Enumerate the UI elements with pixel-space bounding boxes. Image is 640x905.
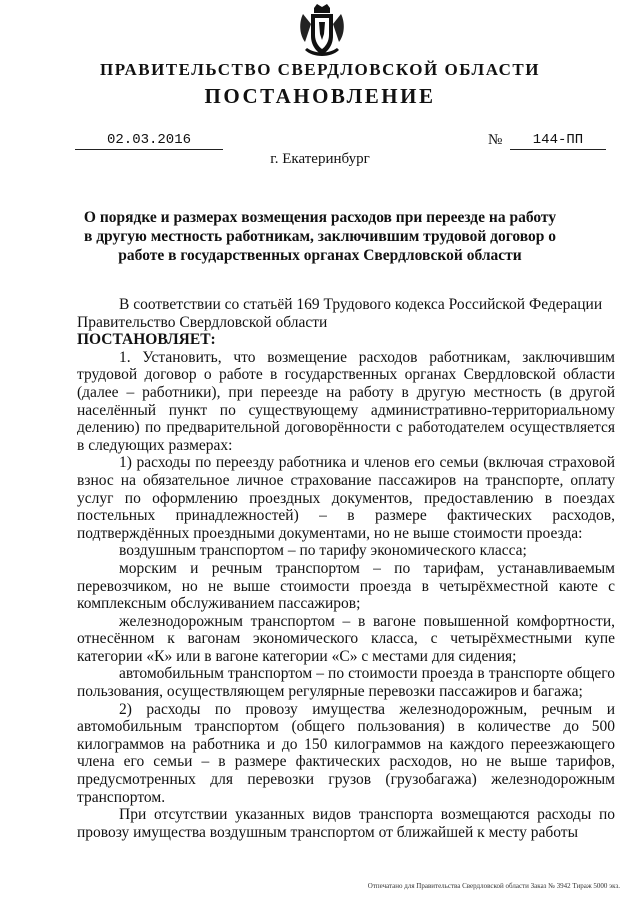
document-date: 02.03.2016	[75, 131, 223, 150]
sea-transport: морским и речным транспортом – по тарифам, устанавливаемым перевозчиком, но не выше стоимости проезда в четырёхместной каюте с комплексным обслуживанием пассажиров;	[77, 559, 615, 613]
intro-paragraph: В соответствии со статьёй 169 Трудового кодекса Российской Федерации	[119, 296, 603, 313]
coat-of-arms-emblem	[297, 4, 347, 60]
document-city: г. Екатеринбург	[270, 151, 370, 167]
item-1-subitem-2: 2) расходы по провозу имущества железнодорожным, речным и автомобильным транспортом (общего пользования) в количестве до 500 килограммов на работника и до 150 килограммов на каждого переезжающего члена его семьи – в размере фактических расходов, но не выше тарифов, предусмотренных для перевозки грузов (грузобагажа) железнодорожным транспортом.	[77, 700, 615, 806]
document-title: О порядке и размерах возмещения расходов при переезде на работу в другую местность работникам, заключившим трудовой договор о работе в государственных органах Свердловской области	[83, 209, 557, 264]
item-1: 1. Установить, что возмещение расходов работникам, заключившим трудовой договор о работе в государственных органах Свердловской области (далее – работники), при переезде на работу в другую местность (в другой населённый пункт по существующему административно-территориальному делению) по предварительной договорённости с работодателем осуществляется в следующих размерах:	[77, 348, 615, 454]
organization-title: ПРАВИТЕЛЬСТВО СВЕРДЛОВСКОЙ ОБЛАСТИ	[100, 60, 540, 79]
print-footer: Отпечатано для Правительства Свердловской области Заказ № 3942 Тираж 5000 экз.	[367, 882, 620, 890]
item-1-subitem-1: 1) расходы по переезду работника и членов его семьи (включая страховой взнос на обязательное личное страхование пассажиров на транспорте, оплату услуг по оформлению проездных документов, предоставлению в поездах постельных принадлежностей) – в размере фактических расходов, подтверждённых проездными документами, но не выше стоимости проезда:	[77, 454, 615, 542]
auto-transport: автомобильным транспортом – по стоимости проезда в транспорте общего пользования, осуществляющем регулярные перевозки пассажиров и багажа;	[77, 665, 615, 701]
number-sign: №	[488, 132, 503, 148]
absence-paragraph: При отсутствии указанных видов транспорта возмещаются расходы по провозу имущества воздушным транспортом от ближайшей к месту работы	[77, 806, 615, 841]
intro-continuation: Правительство Свердловской области	[77, 313, 328, 331]
document-type: ПОСТАНОВЛЕНИЕ	[204, 84, 436, 108]
rail-transport: железнодорожным транспортом – в вагоне повышенной комфортности, отнесённом к вагонам экономического класса, с четырёхместными купе категории «К» или в вагоне категории «С» с местами для сидения;	[77, 612, 615, 665]
decree-keyword: ПОСТАНОВЛЯЕТ:	[77, 331, 216, 349]
document-number: 144-ПП	[510, 131, 606, 150]
document-body	[77, 296, 615, 841]
air-transport: воздушным транспортом – по тарифу экономического класса;	[119, 542, 527, 560]
